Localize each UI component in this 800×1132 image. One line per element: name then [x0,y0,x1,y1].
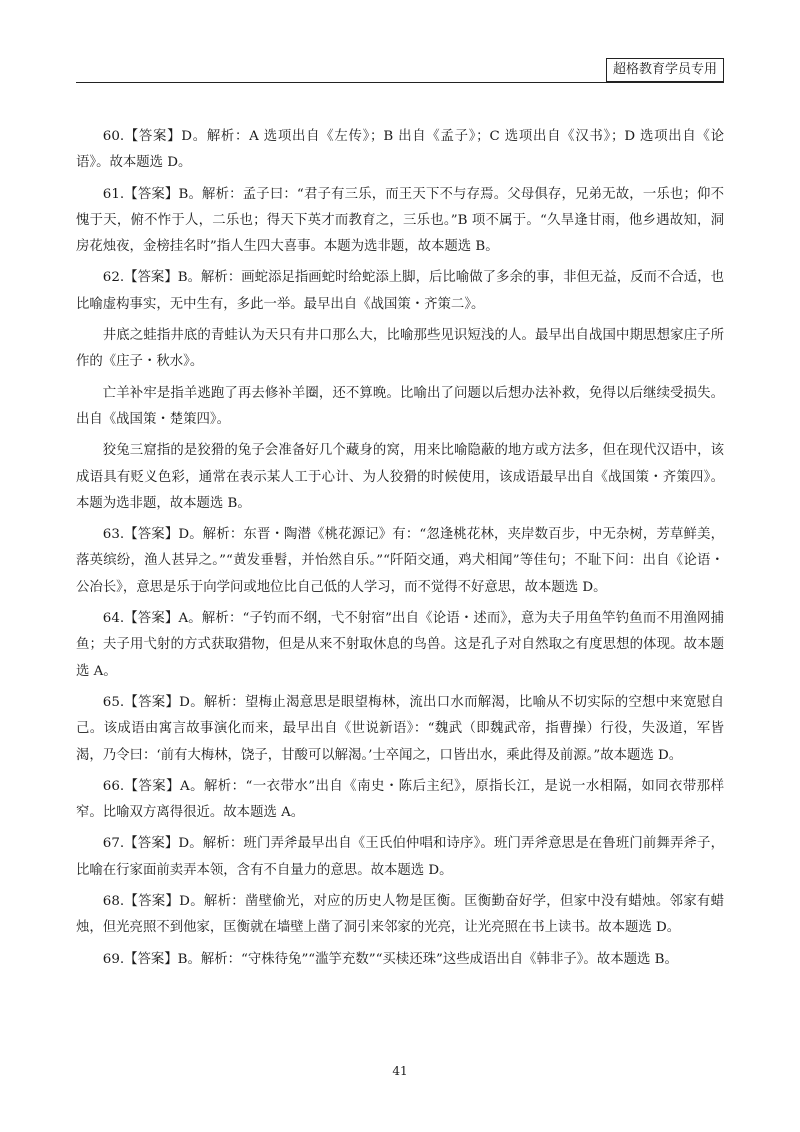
answer-62-idiom-2: 井底之蛙指井底的青蛙认为天只有井口那么大，比喻那些见识短浅的人。最早出自战国中期思想家庄子所作的《庄子・秋水》。 [76,328,724,370]
answer-67: 67.【答案】D。解析：班门弄斧最早出自《王氏伯仲唱和诗序》。班门弄斧意思是在鲁班门前舞弄斧子，比喻在行家面前卖弄本领，含有不自量力的意思。故本题选 D。 [76,836,724,878]
header-rule [76,82,724,83]
answer-62-idiom-4: 狡兔三窟指的是狡猾的兔子会准备好几个藏身的窝，用来比喻隐蔽的地方或方法多，但在现代汉语中，该成语具有贬义色彩，通常在表示某人工于心计、为人狡猾的时候使用，该成语最早出自《战国策・齐策四》。本题为选非题，故本题选 B。 [76,443,724,511]
answer-61: 61.【答案】B。解析：孟子曰：“君子有三乐，而王天下不与存焉。父母俱存，兄弟无故，一乐也；仰不愧于天，俯不怍于人，二乐也；得天下英才而教育之，三乐也。”B 项不属于。“久旱逢甘雨，他乡遇故知，洞房花烛夜，金榜挂名时”指人生四大喜事。本题为选非题，故本题选 B。 [76,186,724,255]
answer-62-idiom-3: 亡羊补牢是指羊逃跑了再去修补羊圈，还不算晚。比喻出了问题以后想办法补救，免得以后继续受损失。出自《战国策・楚策四》。 [76,385,724,427]
header-label: 超格教育学员专用 [606,58,724,82]
page-number: 41 [392,1064,408,1078]
answer-68: 68.【答案】D。解析：凿壁偷光，对应的历史人物是匡衡。匡衡勤奋好学，但家中没有蜡烛。邻家有蜡烛，但光亮照不到他家，匡衡就在墙壁上凿了洞引来邻家的光亮，让光亮照在书上读书。故本题选 D。 [76,894,724,936]
answer-66: 66.【答案】A。解析：“一衣带水”出自《南史・陈后主纪》，原指长江，是说一水相隔，如同衣带那样窄。比喻双方离得很近。故本题选 A。 [76,778,724,821]
answer-63: 63.【答案】D。解析：东晋・陶潜《桃花源记》有：“忽逢桃花林，夹岸数百步，中无杂树，芳草鲜美，落英缤纷，渔人甚异之。”“黄发垂髫，并怡然自乐。”“阡陌交通，鸡犬相闻”等佳句；不耻下问：出自《论语・公冶长》，意思是乐于向学问或地位比自己低的人学习，而不觉得不好意思，故本题选 D。 [76,527,724,595]
answer-60: 60.【答案】D。解析：A 选项出自《左传》；B 出自《孟子》；C 选项出自《汉书》；D 选项出自《论语》。故本题选 D。 [76,129,724,171]
answer-69: 69.【答案】B。解析：“守株待兔”“滥竽充数”“买椟还珠”这些成语出自《韩非子》。故本题选 B。 [102,951,678,967]
answer-explanations [76,124,724,978]
answer-62: 62.【答案】B。解析：画蛇添足指画蛇时给蛇添上脚，后比喻做了多余的事，非但无益，反而不合适，也比喻虚构事实，无中生有，多此一举。最早出自《战国策・齐策二》。 [76,270,724,312]
answer-64: 64.【答案】A。解析：“子钓而不纲，弋不射宿”出自《论语・述而》，意为夫子用鱼竿钓鱼而不用渔网捕鱼；夫子用弋射的方式获取猎物，但是从来不射取休息的鸟兽。这是孔子对自然取之有度思想的体现。故本题选 A。 [76,611,724,679]
answer-65: 65.【答案】D。解析：望梅止渴意思是眼望梅林，流出口水而解渴，比喻从不切实际的空想中来宽慰自己。该成语由寓言故事演化而来，最早出自《世说新语》：“魏武（即魏武帝，指曹操）行役，失汲道，军皆渴，乃令曰：‘前有大梅林，饶子，甘酸可以解渴。’士卒闻之，口皆出水，乘此得及前源。”故本题选 D。 [76,694,724,763]
